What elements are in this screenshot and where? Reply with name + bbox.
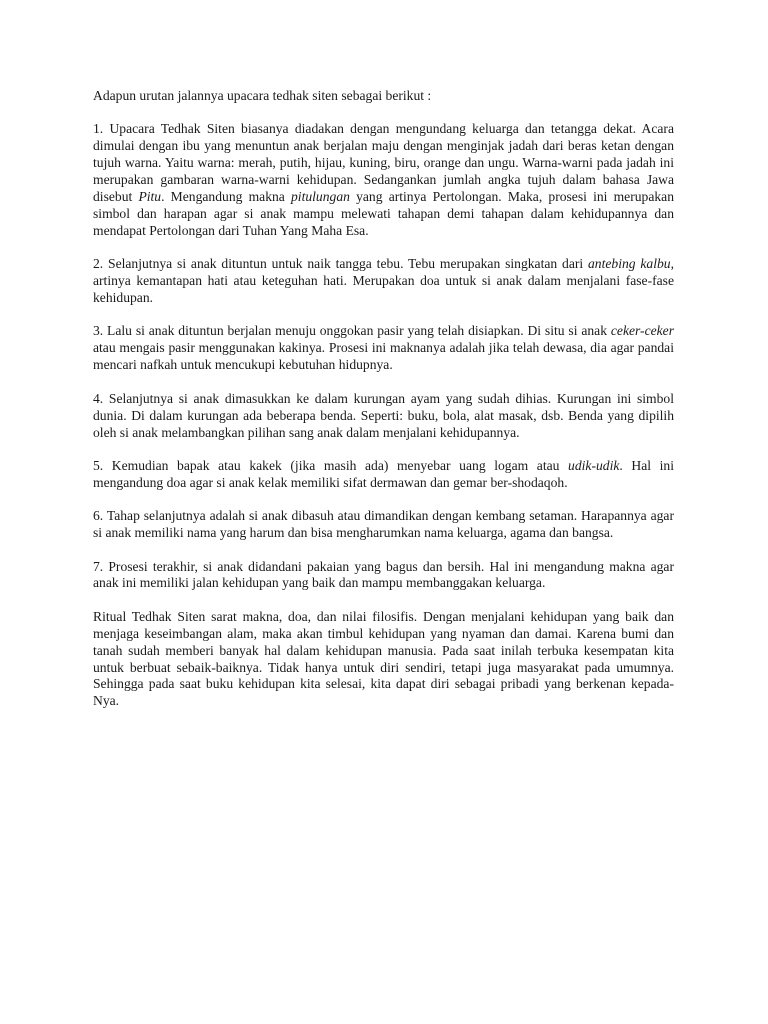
closing-paragraph: Ritual Tedhak Siten sarat makna, doa, dan nilai filosifis. Dengan menjalani kehidupan yang baik dan menjaga keseimbangan alam, maka akan timbul kehidupan yang nyaman dan damai. Karena bumi dan tanah sudah memberi banyak hal dalam kehidupan manusia. Pada saat inilah terbuka kesempatan kita untuk berbuat sebaik-baiknya. Tidak hanya untuk diri sendiri, tetapi juga masyarakat pada umumnya. Sehingga pada saat buku kehidupan kita selesai, kita dapat diri sebagai pribadi yang berkenan kepada-Nya. [93, 608, 674, 709]
intro-paragraph: Adapun urutan jalannya upacara tedhak siten sebagai berikut : [93, 88, 432, 103]
step-1-term-pitulungan: pitulungan [291, 189, 350, 205]
step-3-text-a: 3. Lalu si anak dituntun berjalan menuju onggokan pasir yang telah disiapkan. Di situ si anak [93, 323, 611, 339]
step-3-term-ceker-ceker: ceker-ceker [610, 323, 674, 339]
step-4-paragraph: 4. Selanjutnya si anak dimasukkan ke dalam kurungan ayam yang sudah dihias. Kurungan ini simbol dunia. Di dalam kurungan ada beberapa benda. Seperti: buku, bola, alat masak, dsb. Benda yang dipilih oleh si anak melambangkan pilihan sang anak dalam menjalani kehidupannya. [93, 390, 674, 440]
step-2-paragraph [93, 256, 674, 307]
step-7-paragraph: 7. Prosesi terakhir, si anak didandani pakaian yang bagus dan bersih. Hal ini mengandung makna agar anak ini memiliki jalan kehidupan yang baik dan mampu membanggakan keluarga. [93, 558, 674, 591]
step-6-paragraph: 6. Tahap selanjutnya adalah si anak dibasuh atau dimandikan dengan kembang setaman. Harapannya agar si anak memiliki nama yang harum dan bisa mengharumkan nama keluarga, agama dan bangsa. [93, 508, 674, 541]
step-2-text-a: 2. Selanjutnya si anak dituntun untuk naik tangga tebu. Tebu merupakan singkatan dari [93, 256, 588, 272]
step-5-text-b: . Hal ini mengandung doa agar si anak kelak memiliki sifat dermawan dan gemar ber-shodaqoh. [93, 457, 674, 490]
document-page [93, 88, 674, 727]
step-1-text-b: . Mengandung makna [161, 189, 291, 205]
step-5-text-a: 5. Kemudian bapak atau kakek (jika masih ada) menyebar uang logam atau [93, 457, 569, 473]
step-2-text-b: , artinya kemantapan hati atau keteguhan hati. Merupakan doa untuk si anak dalam menjalani fase-fase kehidupan. [93, 256, 675, 306]
step-5-paragraph [93, 458, 674, 492]
step-5-term-udik-udik: udik-udik [568, 457, 620, 473]
step-2-term-antebing-kalbu: antebing kalbu [588, 256, 671, 272]
step-3-text-b: atau mengais pasir menggunakan kakinya. Prosesi ini maknanya adalah jika telah dewasa, dia agar pandai mencari nafkah untuk mencukupi kebutuhan hidupnya. [93, 340, 674, 373]
step-1-text-c: yang artinya Pertolongan. Maka, prosesi ini merupakan simbol dan harapan agar si anak mampu melewati tahapan demi tahapan dalam kehidupannya dan mendapat Pertolongan dari Tuhan Yang Maha Esa. [93, 189, 674, 238]
step-3-paragraph [93, 323, 674, 374]
step-1-term-pitu: Pitu [138, 189, 162, 205]
step-1-paragraph [93, 121, 674, 239]
step-1-text-a: 1. Upacara Tedhak Siten biasanya diadakan dengan mengundang keluarga dan tetangga dekat. Acara dimulai dengan ibu yang menuntun anak berjalan maju dengan menginjak jadah dari beras ketan dengan tujuh warna. Yaitu warna: merah, putih, hijau, kuning, biru, orange dan ungu. Warna-warni pada jadah ini merupakan gambaran warna-warni kehidupan. Sedangankan jumlah angka tujuh dalam bahasa Jawa disebut [93, 121, 674, 205]
